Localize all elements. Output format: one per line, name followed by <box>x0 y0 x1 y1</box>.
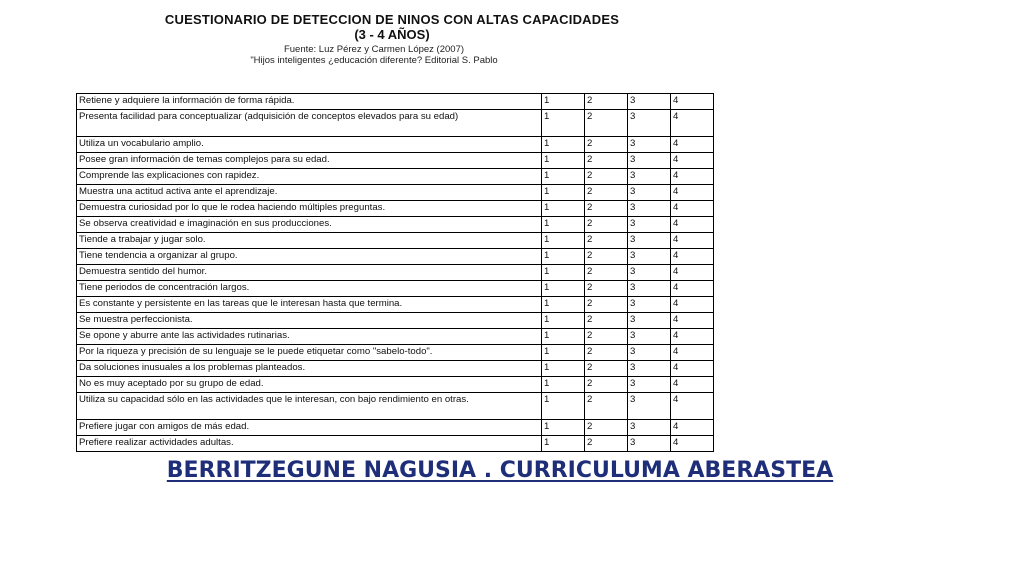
score-cell: 2 <box>585 393 628 420</box>
score-cell: 3 <box>628 249 671 265</box>
score-cell: 2 <box>585 249 628 265</box>
score-cell: 3 <box>628 233 671 249</box>
score-cell: 2 <box>585 345 628 361</box>
score-cell: 3 <box>628 297 671 313</box>
score-cell: 1 <box>542 201 585 217</box>
question-text: Tiene periodos de concentración largos. <box>77 281 542 297</box>
score-cell: 1 <box>542 377 585 393</box>
question-text: Por la riqueza y precisión de su lenguaje se le puede etiquetar como "sabelo-todo". <box>77 345 542 361</box>
score-cell: 3 <box>628 329 671 345</box>
score-cell: 4 <box>671 110 714 137</box>
table-row <box>77 153 714 169</box>
score-cell: 3 <box>628 436 671 452</box>
score-cell: 3 <box>628 281 671 297</box>
table-row <box>77 393 714 420</box>
question-text: Prefiere realizar actividades adultas. <box>77 436 542 452</box>
score-cell: 2 <box>585 153 628 169</box>
score-cell: 1 <box>542 249 585 265</box>
table-row <box>77 217 714 233</box>
score-cell: 3 <box>628 393 671 420</box>
score-cell: 3 <box>628 420 671 436</box>
score-cell: 2 <box>585 297 628 313</box>
score-cell: 3 <box>628 169 671 185</box>
question-text: Utiliza un vocabulario amplio. <box>77 137 542 153</box>
question-text: Se muestra perfeccionista. <box>77 313 542 329</box>
score-cell: 4 <box>671 377 714 393</box>
score-cell: 1 <box>542 329 585 345</box>
score-cell: 4 <box>671 185 714 201</box>
document-title: CUESTIONARIO DE DETECCION DE NINOS CON ALTAS CAPACIDADES <box>164 12 620 27</box>
question-text: Prefiere jugar con amigos de más edad. <box>77 420 542 436</box>
score-cell: 2 <box>585 94 628 110</box>
score-cell: 3 <box>628 94 671 110</box>
score-cell: 4 <box>671 436 714 452</box>
table-row <box>77 313 714 329</box>
score-cell: 1 <box>542 265 585 281</box>
question-text: Tiende a trabajar y jugar solo. <box>77 233 542 249</box>
score-cell: 4 <box>671 169 714 185</box>
question-text: Se observa creatividad e imaginación en sus producciones. <box>77 217 542 233</box>
score-cell: 4 <box>671 137 714 153</box>
table-row <box>77 185 714 201</box>
score-cell: 2 <box>585 361 628 377</box>
score-cell: 2 <box>585 377 628 393</box>
source-authors: Fuente: Luz Pérez y Carmen López (2007) <box>283 44 465 55</box>
score-cell: 4 <box>671 345 714 361</box>
table-row <box>77 329 714 345</box>
score-cell: 2 <box>585 169 628 185</box>
score-cell: 3 <box>628 153 671 169</box>
score-cell: 2 <box>585 313 628 329</box>
table-row <box>77 377 714 393</box>
score-cell: 2 <box>585 420 628 436</box>
score-cell: 4 <box>671 329 714 345</box>
score-cell: 3 <box>628 201 671 217</box>
score-cell: 4 <box>671 265 714 281</box>
questionnaire-image <box>76 12 696 448</box>
score-cell: 1 <box>542 420 585 436</box>
question-text: Presenta facilidad para conceptualizar (adquisición de conceptos elevados para su edad) <box>77 110 542 137</box>
score-cell: 2 <box>585 233 628 249</box>
question-text: No es muy aceptado por su grupo de edad. <box>77 377 542 393</box>
document-header <box>112 12 672 43</box>
question-text: Tiene tendencia a organizar al grupo. <box>77 249 542 265</box>
document-source <box>204 44 544 66</box>
question-text: Comprende las explicaciones con rapidez. <box>77 169 542 185</box>
score-cell: 1 <box>542 169 585 185</box>
score-cell: 3 <box>628 345 671 361</box>
score-cell: 1 <box>542 313 585 329</box>
score-cell: 1 <box>542 153 585 169</box>
score-cell: 3 <box>628 217 671 233</box>
table-row <box>77 345 714 361</box>
score-cell: 1 <box>542 345 585 361</box>
score-cell: 4 <box>671 313 714 329</box>
score-cell: 4 <box>671 393 714 420</box>
score-cell: 1 <box>542 297 585 313</box>
table-row <box>77 436 714 452</box>
score-cell: 2 <box>585 110 628 137</box>
score-cell: 2 <box>585 329 628 345</box>
score-cell: 1 <box>542 110 585 137</box>
score-cell: 3 <box>628 137 671 153</box>
table-row <box>77 265 714 281</box>
score-cell: 1 <box>542 281 585 297</box>
score-cell: 2 <box>585 137 628 153</box>
question-text: Da soluciones inusuales a los problemas planteados. <box>77 361 542 377</box>
score-cell: 4 <box>671 297 714 313</box>
question-text: Se opone y aburre ante las actividades rutinarias. <box>77 329 542 345</box>
score-cell: 3 <box>628 361 671 377</box>
score-cell: 4 <box>671 201 714 217</box>
footer-link[interactable]: BERRITZEGUNE NAGUSIA . CURRICULUMA ABERASTEA <box>166 458 834 483</box>
question-text: Utiliza su capacidad sólo en las actividades que le interesan, con bajo rendimiento en otras. <box>77 393 542 420</box>
score-cell: 3 <box>628 265 671 281</box>
score-cell: 3 <box>628 377 671 393</box>
score-cell: 1 <box>542 393 585 420</box>
score-cell: 2 <box>585 265 628 281</box>
score-cell: 4 <box>671 153 714 169</box>
table-row <box>77 249 714 265</box>
score-cell: 4 <box>671 233 714 249</box>
score-cell: 4 <box>671 249 714 265</box>
score-cell: 1 <box>542 436 585 452</box>
question-text: Demuestra sentido del humor. <box>77 265 542 281</box>
document-subtitle: (3 - 4 AÑOS) <box>354 27 430 42</box>
table-row <box>77 297 714 313</box>
score-cell: 3 <box>628 313 671 329</box>
table-row <box>77 281 714 297</box>
table-row <box>77 110 714 137</box>
score-cell: 1 <box>542 233 585 249</box>
score-cell: 1 <box>542 137 585 153</box>
question-text: Demuestra curiosidad por lo que le rodea haciendo múltiples preguntas. <box>77 201 542 217</box>
table-row <box>77 137 714 153</box>
table-row <box>77 361 714 377</box>
score-cell: 2 <box>585 201 628 217</box>
score-cell: 2 <box>585 217 628 233</box>
score-cell: 2 <box>585 185 628 201</box>
score-cell: 4 <box>671 94 714 110</box>
score-cell: 4 <box>671 420 714 436</box>
table-row <box>77 94 714 110</box>
question-text: Muestra una actitud activa ante el aprendizaje. <box>77 185 542 201</box>
question-text: Retiene y adquiere la información de forma rápida. <box>77 94 542 110</box>
question-text: Posee gran información de temas complejos para su edad. <box>77 153 542 169</box>
question-text: Es constante y persistente en las tareas que le interesan hasta que termina. <box>77 297 542 313</box>
score-cell: 4 <box>671 281 714 297</box>
score-cell: 4 <box>671 217 714 233</box>
score-cell: 1 <box>542 361 585 377</box>
table-row <box>77 201 714 217</box>
source-book: "Hijos inteligentes ¿educación diferente? Editorial S. Pablo <box>250 55 498 66</box>
score-cell: 3 <box>628 110 671 137</box>
score-cell: 4 <box>671 361 714 377</box>
score-cell: 1 <box>542 94 585 110</box>
score-cell: 2 <box>585 436 628 452</box>
table-row <box>77 233 714 249</box>
table-row <box>77 169 714 185</box>
score-cell: 1 <box>542 185 585 201</box>
table-row <box>77 420 714 436</box>
score-cell: 3 <box>628 185 671 201</box>
questionnaire-table <box>76 93 714 452</box>
score-cell: 2 <box>585 281 628 297</box>
score-cell: 1 <box>542 217 585 233</box>
